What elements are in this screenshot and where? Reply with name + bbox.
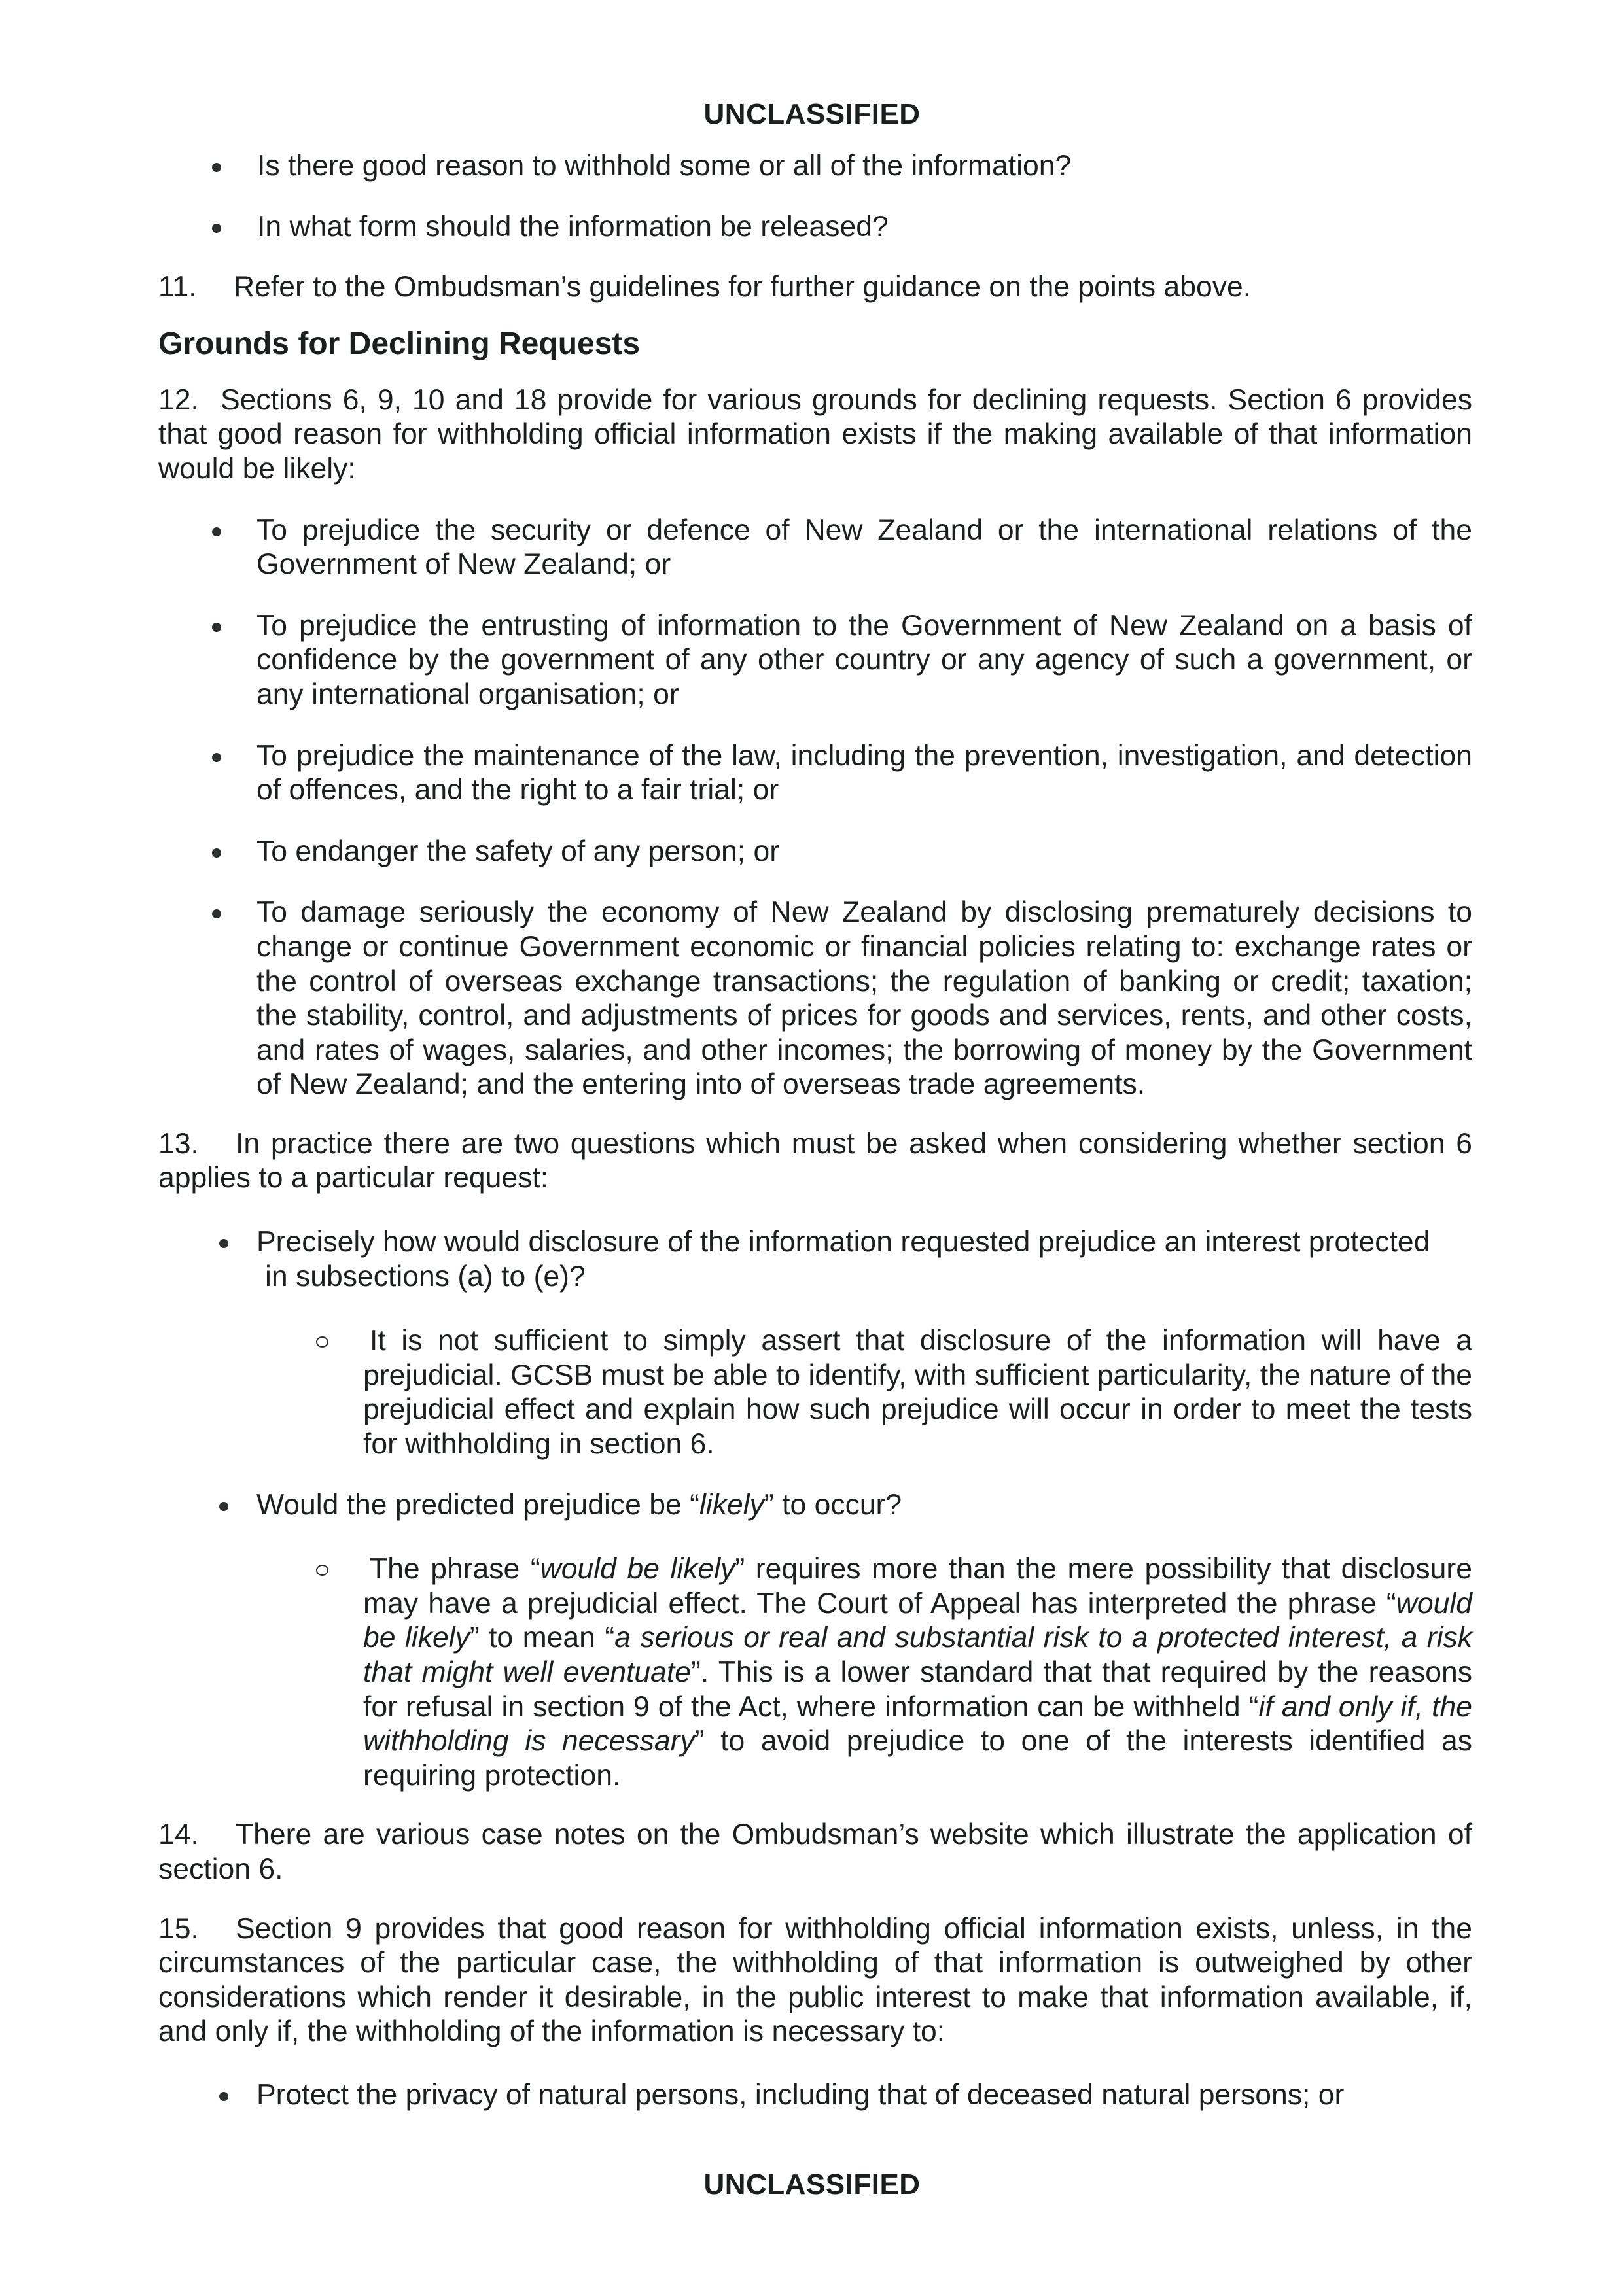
list-item-text: To prejudice the security or defence of New Zealand or the international relations of the Government of New Zealand; or (256, 513, 1472, 581)
classification-footer: UNCLASSIFIED (703, 2168, 921, 2200)
question-italic-text: likely (699, 1488, 764, 1521)
paragraph-number: 11. (158, 271, 197, 304)
section9-grounds-list (158, 2078, 1472, 2113)
sub-bullet-text: The phrase “ (370, 1553, 540, 1586)
list-item (158, 609, 1472, 712)
paragraph-number: 13. (158, 1127, 199, 1160)
list-item (158, 513, 1472, 582)
sub-bullet-text: ” to mean “ (469, 1622, 615, 1654)
list-item (158, 896, 1472, 1102)
paragraph-number: 15. (158, 1912, 199, 1945)
paragraph-number: 14. (158, 1818, 199, 1851)
paragraph-12 (158, 383, 1472, 487)
classification-header: UNCLASSIFIED (703, 98, 921, 130)
section6-grounds-list (158, 513, 1472, 1102)
question-text: ” to occur? (764, 1488, 902, 1521)
bullet-icon (212, 753, 221, 762)
quoted-phrase: if and only if, the withholding is necessary (363, 1690, 1472, 1758)
paragraph-text: Sections 6, 9, 10 and 18 provide for various grounds for declining requests. Section 6 provides that good reason for withholding official information exists if the making available of that information would be likely: (158, 383, 1472, 485)
list-item-text: To prejudice the entrusting of information to the Government of New Zealand on a basis of confidence by the government of any other country or any agency of such a government, or any international organisation; or (256, 609, 1472, 710)
bullet-icon (219, 2092, 228, 2101)
hollow-bullet-icon (316, 1336, 328, 1348)
bullet-icon (212, 224, 221, 233)
paragraph-text: Section 9 provides that good reason for withholding official information exists, unless, in the circumstances of the particular case, the withholding of that information is outweighed by other considerations which render it desirable, in the public interest to make that information available, if, and only if, the withholding of the information is necessary to: (158, 1912, 1472, 2048)
bullet-icon (212, 909, 221, 918)
question-line-2: in subsections (a) to (e)? (265, 1260, 586, 1293)
list-item (158, 210, 1472, 245)
document-body (158, 149, 1472, 2113)
quoted-phrase: a serious or real and substantial risk to a protected interest, a risk that might well eventuate (363, 1622, 1472, 1688)
intro-bullet-list (158, 149, 1472, 244)
list-item (158, 2078, 1472, 2113)
question-line-1: Precisely how would disclosure of the information requested prejudice an interest protected (256, 1226, 1430, 1259)
list-item-text: To endanger the safety of any person; or (256, 835, 780, 867)
bullet-icon (219, 1502, 228, 1511)
list-item-text: To prejudice the maintenance of the law, including the prevention, investigation, and detection of offences, and the right to a fair trial; or (256, 739, 1472, 807)
paragraph-number: 12. (158, 383, 199, 416)
paragraph-15 (158, 1912, 1472, 2049)
quoted-phrase: would be likely (363, 1587, 1472, 1654)
question-text: Would the predicted prejudice be “ (256, 1488, 699, 1521)
paragraph-text: There are various case notes on the Ombudsman’s website which illustrate the application of section 6. (158, 1818, 1472, 1885)
question-bullet-1 (158, 1225, 1472, 1294)
sub-bullet-text: ”. This is a lower standard that that required by the reasons for refusal in section 9 of the Act, where information can be withheld “ (363, 1656, 1472, 1723)
bullet-icon (212, 623, 221, 632)
section-heading: Grounds for Declining Requests (158, 326, 641, 361)
paragraph-11 (158, 270, 1472, 305)
sub-bullet-item (158, 1552, 1472, 1793)
sub-bullet-text: ” requires more than the mere possibility that disclosure may have a prejudicial effect. The Court of Appeal has interpreted the phrase “ (363, 1553, 1472, 1620)
sub-bullet-text: It is not sufficient to simply assert that disclosure of the information will have a prejudicial. GCSB must be able to identify, with sufficient particularity, the nature of the prejudicial effect and explain how such prejudice will occur in order to meet the tests for withholding in section 6. (363, 1325, 1472, 1461)
paragraph-text: In practice there are two questions which must be asked when considering whether section 6 applies to a particular request: (158, 1127, 1472, 1194)
hollow-bullet-icon (316, 1565, 328, 1576)
list-item-text: In what form should the information be released? (257, 210, 889, 243)
sub-bullet-text: ” to avoid prejudice to one of the interests identified as requiring protection. (363, 1725, 1472, 1792)
bullet-icon (212, 527, 221, 536)
list-item-text: To damage seriously the economy of New Zealand by disclosing prematurely decisions to change or continue Government economic or financial policies relating to: exchange rates or the control of overseas exchange transactions; the regulation of banking or credit; taxation; the stability, control, and adjustments of prices for goods and services, rents, and other costs, and rates of wages, salaries, and other incomes; the borrowing of money by the Government of New Zealand; and the entering into of overseas trade agreements. (256, 896, 1472, 1101)
list-item (158, 835, 1472, 869)
list-item-text: Protect the privacy of natural persons, including that of deceased natural persons; or (256, 2078, 1345, 2111)
bullet-icon (219, 1239, 228, 1248)
sub-bullet-item (158, 1324, 1472, 1461)
quoted-phrase: would be likely (540, 1553, 735, 1586)
bullet-icon (212, 163, 221, 172)
paragraph-14 (158, 1818, 1472, 1887)
question-bullet-2 (158, 1488, 1472, 1523)
list-item (158, 739, 1472, 808)
paragraph-text: Refer to the Ombudsman’s guidelines for further guidance on the points above. (234, 271, 1252, 304)
list-item (158, 149, 1472, 184)
list-item-text: Is there good reason to withhold some or all of the information? (257, 150, 1072, 182)
bullet-icon (212, 848, 221, 858)
paragraph-13 (158, 1127, 1472, 1196)
